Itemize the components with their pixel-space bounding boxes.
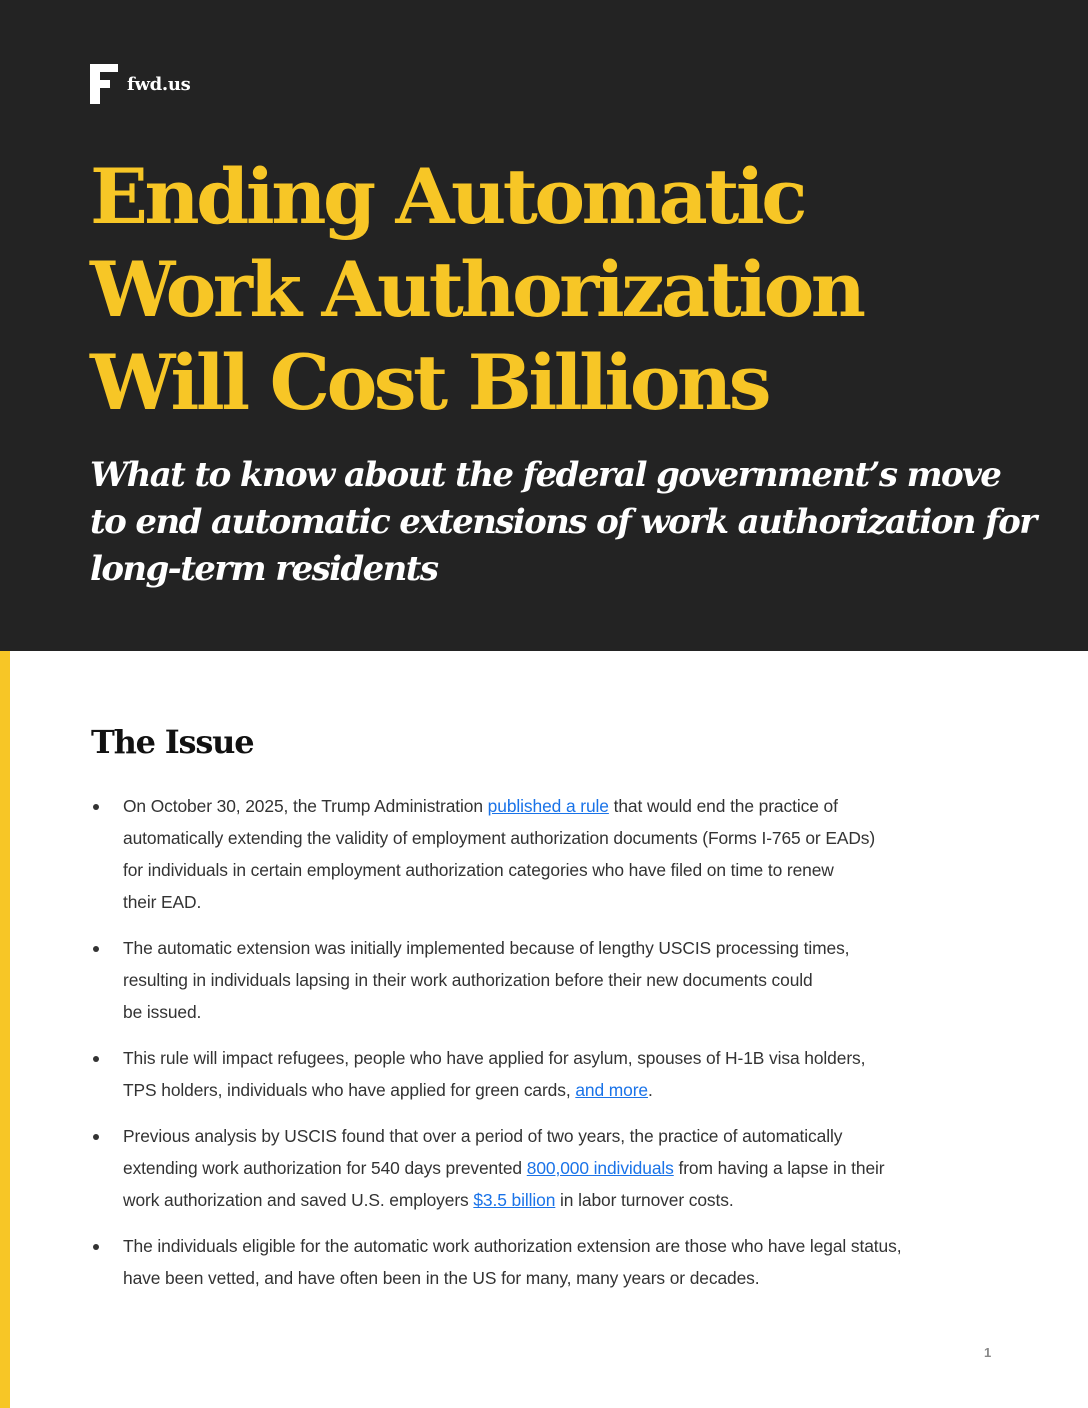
- bullet-text: extending work authorization for 540 days prevented: [123, 1158, 527, 1178]
- bullet-text: .: [647, 1080, 653, 1100]
- 3-5-billion-link[interactable]: $3.5 billion: [473, 1190, 556, 1210]
- title-line-1: Ending Automatic: [90, 152, 804, 241]
- bullet-line: Previous analysis by USCIS found that over a period of two years, the practice of automatically: [123, 1126, 843, 1146]
- bullet-line: This rule will impact refugees, people who have applied for asylum, spouses of H-1B visa holders,: [123, 1048, 866, 1068]
- bullet-line: The automatic extension was initially implemented because of lengthy USCIS processing times,: [123, 938, 850, 958]
- bullet-text: TPS holders, individuals who have applied for green cards,: [123, 1080, 576, 1100]
- bullet-text: from having a lapse in their: [673, 1158, 885, 1178]
- bullet-icon: [93, 804, 99, 810]
- and-more-link[interactable]: and more: [575, 1080, 648, 1100]
- list-item: [91, 932, 1021, 1028]
- issue-bullet-list: [91, 790, 1021, 1308]
- fwd-us-logo-icon: [90, 64, 118, 104]
- list-item: [91, 1042, 1021, 1106]
- bullet-line: be issued.: [123, 1002, 202, 1022]
- subtitle-line-3: long-term residents: [90, 549, 438, 589]
- bullet-line: resulting in individuals lapsing in their work authorization before their new documents could: [123, 970, 813, 990]
- bullet-text: work authorization and saved U.S. employers: [123, 1190, 474, 1210]
- bullet-text: that would end the practice of: [608, 796, 838, 816]
- bullet-line: [123, 1152, 1021, 1184]
- bullet-line: [123, 790, 1021, 822]
- page-subtitle: [90, 452, 1036, 593]
- list-item: [91, 1230, 1021, 1294]
- title-line-2: Work Authorization: [90, 245, 863, 334]
- bullet-text: in labor turnover costs.: [555, 1190, 734, 1210]
- bullet-icon: [93, 1056, 99, 1062]
- list-item: [91, 790, 1021, 918]
- bullet-icon: [93, 1244, 99, 1250]
- bullet-line: automatically extending the validity of employment authorization documents (Forms I-765 or EADs): [123, 828, 876, 848]
- bullet-line: [123, 1074, 1021, 1106]
- page-title: [90, 150, 990, 429]
- page-number: 1: [984, 1345, 992, 1360]
- subtitle-line-2: to end automatic extensions of work authorization for: [90, 502, 1036, 542]
- brand-name: fwd.us: [127, 73, 191, 95]
- yellow-accent-bar: [0, 651, 10, 1408]
- bullet-icon: [93, 946, 99, 952]
- bullet-line: The individuals eligible for the automatic work authorization extension are those who have legal status,: [123, 1236, 902, 1256]
- brand-logo: [90, 64, 191, 104]
- bullet-line: their EAD.: [123, 892, 202, 912]
- list-item: [91, 1120, 1021, 1216]
- section-heading: The Issue: [91, 723, 254, 761]
- bullet-line: [123, 1184, 1021, 1216]
- bullet-text: On October 30, 2025, the Trump Administration: [123, 796, 488, 816]
- 800000-individuals-link[interactable]: 800,000 individuals: [526, 1158, 674, 1178]
- bullet-icon: [93, 1134, 99, 1140]
- title-line-3: Will Cost Billions: [90, 338, 769, 427]
- published-rule-link[interactable]: published a rule: [487, 796, 609, 816]
- subtitle-line-1: What to know about the federal government’s move: [90, 455, 1001, 495]
- bullet-line: for individuals in certain employment authorization categories who have filed on time to renew: [123, 860, 834, 880]
- bullet-line: have been vetted, and have often been in the US for many, many years or decades.: [123, 1268, 760, 1288]
- hero-banner: [0, 0, 1088, 651]
